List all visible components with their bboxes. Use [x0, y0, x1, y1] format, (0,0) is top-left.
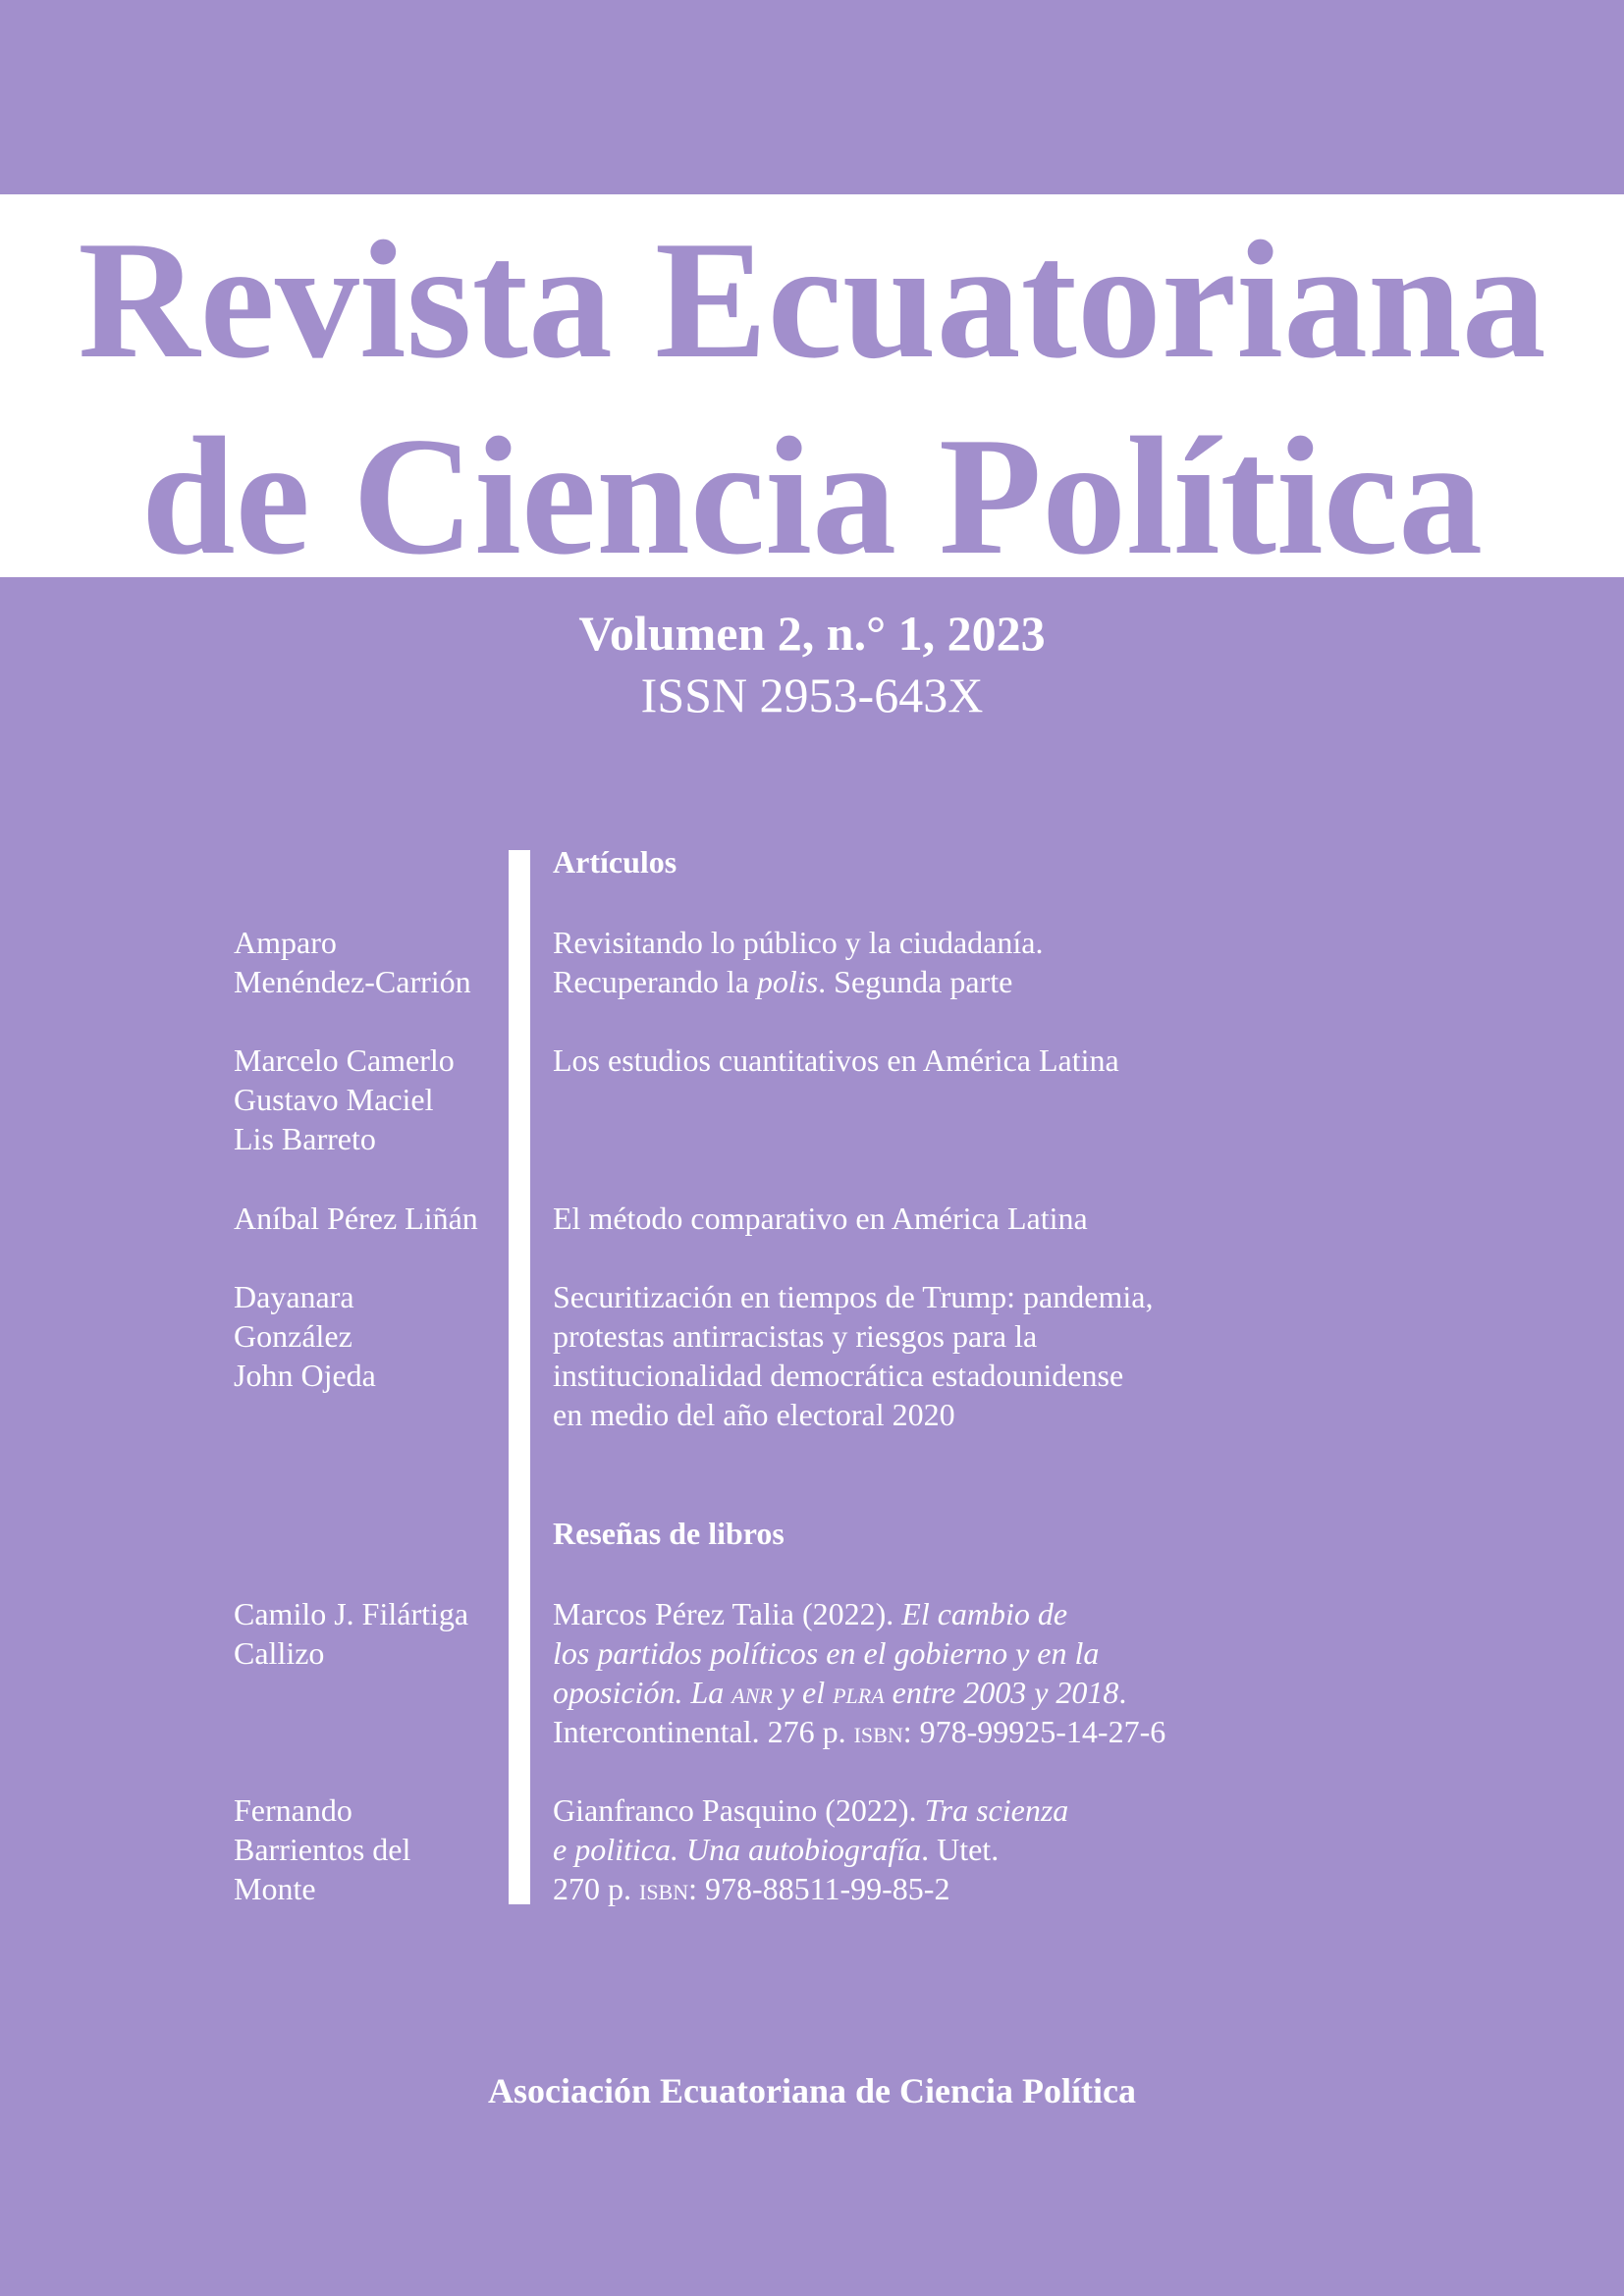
article-2-title	[553, 1041, 1230, 1080]
article-1-title	[553, 923, 1230, 1001]
article-4-title	[553, 1277, 1230, 1434]
author-name: Lis Barreto	[234, 1121, 376, 1156]
journal-title-line-2: de Ciencia Política	[140, 403, 1484, 590]
journal-title-line-1: Revista Ecuatoriana	[78, 207, 1546, 394]
citation-text: .	[1118, 1675, 1127, 1710]
author-name: Aníbal Pérez Liñán	[234, 1201, 478, 1236]
issn: ISSN 2953-643X	[640, 667, 984, 722]
citation-line	[553, 1790, 1230, 1830]
title-italic-text: polis	[756, 964, 819, 999]
article-title-line: institucionalidad democrática estadounidense	[553, 1358, 1124, 1393]
article-title-line: en medio del año electoral 2020	[553, 1397, 955, 1432]
citation-line	[553, 1673, 1230, 1712]
article-3-title	[553, 1199, 1230, 1238]
article-title-line: Securitización en tiempos de Trump: pandemia,	[553, 1279, 1154, 1314]
article-3-authors	[234, 1199, 499, 1238]
citation-line	[553, 1633, 1230, 1673]
article-title-line: protestas antirracistas y riesgos para la	[553, 1318, 1038, 1354]
citation-italic-text: oposición. La	[553, 1675, 732, 1710]
author-name: Camilo J. Filártiga	[234, 1596, 469, 1631]
author-name: John Ojeda	[234, 1358, 376, 1393]
citation-text: . Utet.	[921, 1832, 1000, 1867]
article-2-authors	[234, 1041, 499, 1158]
citation-line	[553, 1830, 1230, 1869]
author-name: Fernando	[234, 1792, 352, 1828]
reviews-heading: Reseñas de libros	[553, 1516, 785, 1551]
article-title-line: El método comparativo en América Latina	[553, 1201, 1088, 1236]
citation-italic-text: Tra scienza	[924, 1792, 1069, 1828]
article-title-line: Los estudios cuantitativos en América Latina	[553, 1042, 1119, 1078]
citation-text: 270 p.	[553, 1871, 639, 1906]
review-1-citation	[553, 1594, 1230, 1751]
citation-italic-text: los partidos políticos en el gobierno y en la	[553, 1635, 1100, 1671]
citation-acronym: plra	[833, 1675, 885, 1710]
review-2-citation	[553, 1790, 1230, 1908]
citation-text: : 978-88511-99-85-2	[688, 1871, 950, 1906]
author-name: Amparo	[234, 925, 337, 960]
articles-heading: Artículos	[553, 844, 677, 880]
citation-italic-text: y el	[772, 1675, 834, 1710]
author-name: Marcelo Camerlo	[234, 1042, 455, 1078]
article-4-authors	[234, 1277, 499, 1395]
author-name: Dayanara	[234, 1279, 354, 1314]
article-title-line	[553, 962, 1230, 1001]
citation-line	[553, 1594, 1230, 1633]
author-name: Menéndez-Carrión	[234, 964, 471, 999]
article-1-authors	[234, 923, 499, 1001]
citation-acronym: anr	[731, 1675, 773, 1710]
citation-acronym: isbn	[639, 1871, 689, 1906]
citation-line	[553, 1869, 1230, 1908]
author-name: Callizo	[234, 1635, 325, 1671]
volume-issue: Volumen 2, n.° 1, 2023	[578, 606, 1046, 661]
citation-italic-text: e politica. Una autobiografía	[553, 1832, 922, 1867]
author-name: Gustavo Maciel	[234, 1082, 434, 1117]
title-text: . Segunda parte	[818, 964, 1013, 999]
author-name: Monte	[234, 1871, 316, 1906]
vertical-divider	[509, 850, 530, 1904]
citation-text: Intercontinental. 276 p.	[553, 1714, 854, 1749]
author-name: Barrientos del	[234, 1832, 411, 1867]
citation-acronym: isbn	[853, 1714, 903, 1749]
author-name: González	[234, 1318, 352, 1354]
citation-line	[553, 1712, 1230, 1751]
citation-text: : 978-99925-14-27-6	[902, 1714, 1166, 1749]
citation-italic-text: El cambio de	[901, 1596, 1068, 1631]
title-text: Recuperando la	[553, 964, 757, 999]
citation-italic-text: entre 2003 y 2018	[884, 1675, 1119, 1710]
citation-text: Marcos Pérez Talia (2022).	[553, 1596, 902, 1631]
publisher-name: Asociación Ecuatoriana de Ciencia Política	[488, 2071, 1136, 2110]
review-1-authors	[234, 1594, 499, 1673]
citation-text: Gianfranco Pasquino (2022).	[553, 1792, 925, 1828]
article-title-line: Revisitando lo público y la ciudadanía.	[553, 925, 1044, 960]
review-2-authors	[234, 1790, 499, 1908]
